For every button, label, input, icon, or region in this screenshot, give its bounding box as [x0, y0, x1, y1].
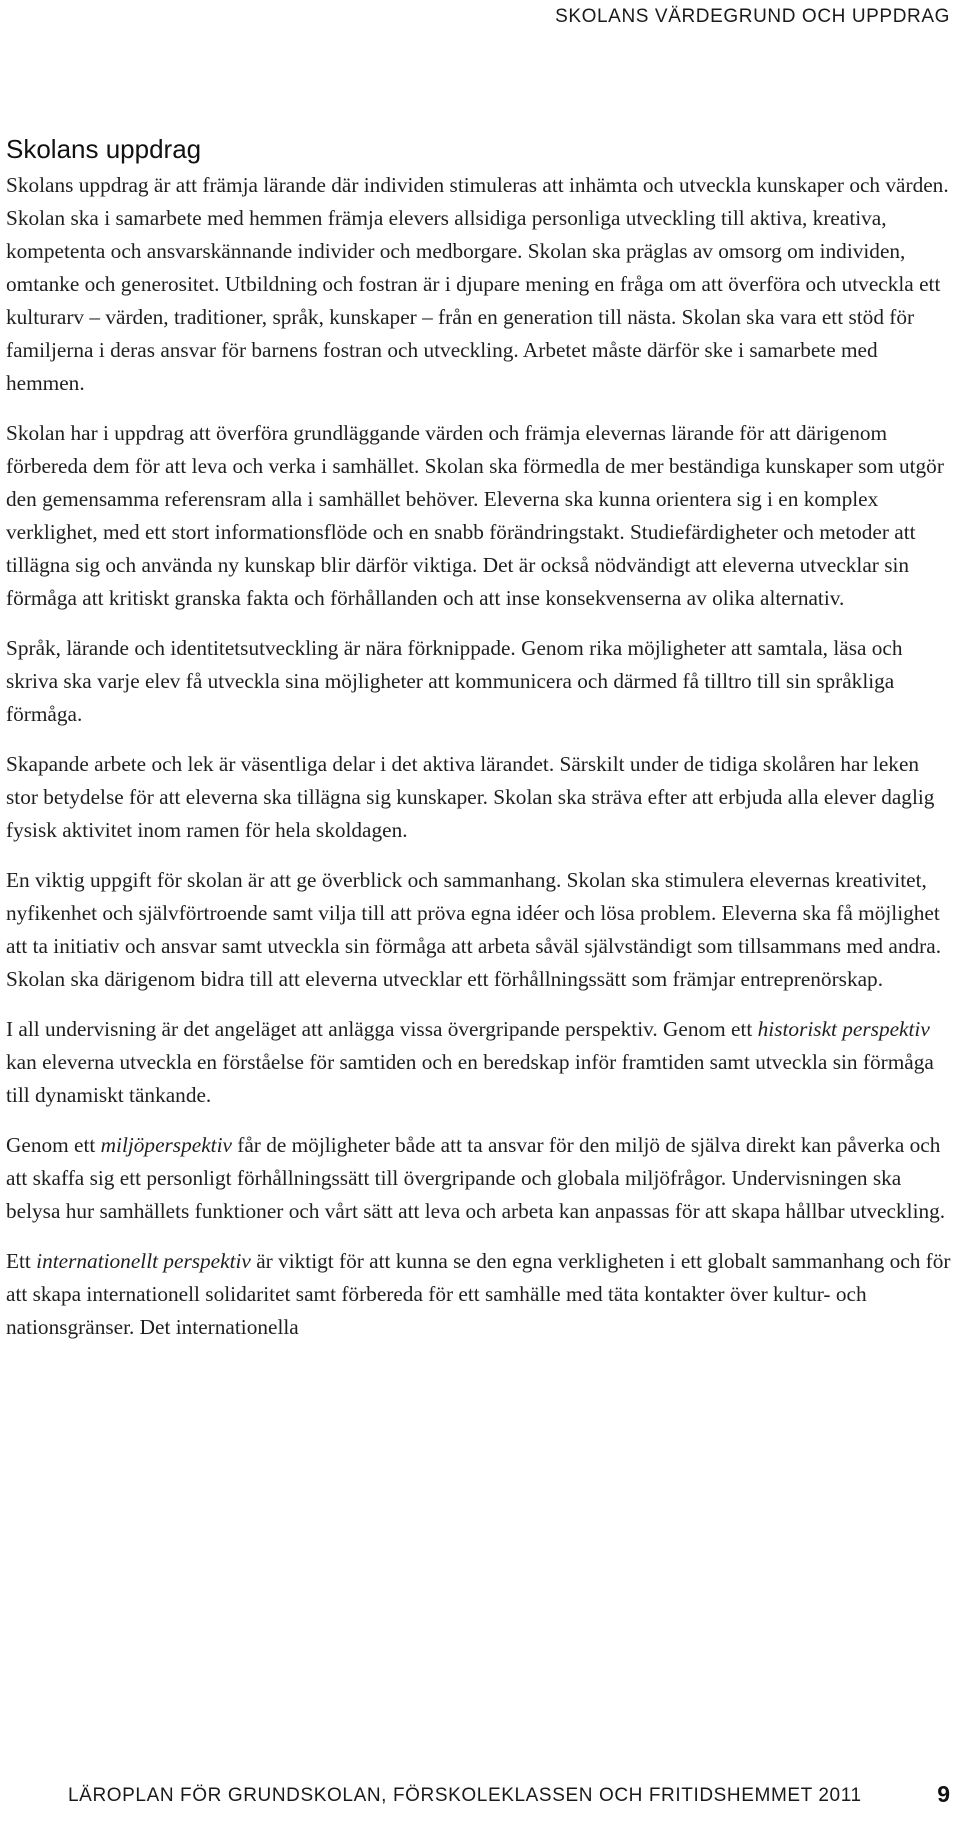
- paragraph-7-lead: Genom ett: [6, 1133, 101, 1157]
- paragraph-1: Skolans uppdrag är att främja lärande där individen stimuleras att inhämta och utveckla kunskaper och värden. Skolan ska i samarbete med hemmen främja elevers allsidiga personliga utveckling till aktiva, kreativa, kompetenta och ansvarskännande individer och medborgare. Skolan ska präglas av omsorg om individen, omtanke och generositet. Utbildning och fostran är i djupare mening en fråga om att överföra och utveckla ett kulturarv – värden, traditioner, språk, kunskaper – från en generation till nästa. Skolan ska vara ett stöd för familjerna i deras ansvar för barnens fostran och utveckling. Arbetet måste därför ske i samarbete med hemmen.: [6, 173, 949, 395]
- running-header: SKOLANS VÄRDEGRUND OCH UPPDRAG: [555, 6, 950, 27]
- document-body: [6, 132, 952, 1361]
- paragraph-2: Skolan har i uppdrag att överföra grundläggande värden och främja elevernas lärande för att därigenom förbereda dem för att leva och verka i samhället. Skolan ska förmedla de mer beständiga kunskaper som utgör den gemensamma referensram alla i samhället behöver. Eleverna ska kunna orientera sig i en komplex verklighet, med ett stort informationsflöde och en snabb förändringstakt. Studiefärdigheter och metoder att tillägna sig och använda ny kunskap blir därför viktiga. Det är också nödvändigt att eleverna utvecklar sin förmåga att kritiskt granska fakta och förhållanden och att inse konsekvenserna av olika alternativ.: [6, 421, 944, 610]
- paragraph-international-perspective: [6, 1245, 952, 1344]
- historical-perspective-term: historiskt perspektiv: [757, 1017, 930, 1041]
- paragraph-8-rest: är viktigt för att kunna se den egna verkligheten i ett globalt sammanhang och för att skapa internationell solidaritet samt förbereda för ett samhälle med täta kontakter över kultur- och nationsgränser. Det internationella: [6, 1249, 951, 1339]
- paragraph-historical-perspective: [6, 1013, 952, 1112]
- paragraph-6-lead: I all undervisning är det angeläget att anlägga vissa övergripande perspektiv. Genom ett: [6, 1017, 758, 1041]
- page-number: 9: [937, 1781, 950, 1807]
- paragraph-4: Skapande arbete och lek är väsentliga delar i det aktiva lärandet. Särskilt under de tidiga skolåren har leken stor betydelse för att eleverna ska tillägna sig kunskaper. Skolan ska sträva efter att erbjuda alla elever daglig fysisk aktivitet inom ramen för hela skoldagen.: [6, 752, 935, 842]
- paragraph-5: En viktig uppgift för skolan är att ge överblick och sammanhang. Skolan ska stimulera elevernas kreativitet, nyfikenhet och självförtroende samt vilja till att pröva egna idéer och lösa problem. Eleverna ska få möjlighet att ta initiativ och ansvar samt utveckla sin förmåga att arbeta såväl självständigt som tillsammans med andra. Skolan ska därigenom bidra till att eleverna utvecklar ett förhållningssätt som främjar entreprenörskap.: [6, 868, 942, 991]
- environmental-perspective-term: miljöperspektiv: [100, 1133, 232, 1157]
- section-heading: Skolans uppdrag: [6, 134, 202, 164]
- running-footer: LÄROPLAN FÖR GRUNDSKOLAN, FÖRSKOLEKLASSEN OCH FRITIDSHEMMET 2011: [68, 1785, 862, 1806]
- paragraph-environmental-perspective: [6, 1129, 952, 1228]
- paragraph-3: Språk, lärande och identitetsutveckling är nära förknippade. Genom rika möjligheter att samtala, läsa och skriva ska varje elev få utveckla sina möjligheter att kommunicera och därmed få tilltro till sin språkliga förmåga.: [6, 636, 903, 726]
- international-perspective-term: internationellt perspektiv: [36, 1249, 251, 1273]
- paragraph-8-lead: Ett: [6, 1249, 37, 1273]
- paragraph-6-rest: kan eleverna utveckla en förståelse för samtiden och en beredskap inför framtiden samt utveckla sin förmåga till dynamiskt tänkande.: [6, 1050, 934, 1107]
- paragraph-7-rest: får de möjligheter både att ta ansvar för den miljö de själva direkt kan påverka och att skaffa sig ett personligt förhållningssätt till övergripande och globala miljöfrågor. Undervisningen ska belysa hur samhällets funktioner och vårt sätt att leva och arbeta kan anpassas för att skapa hållbar utveckling.: [6, 1133, 946, 1223]
